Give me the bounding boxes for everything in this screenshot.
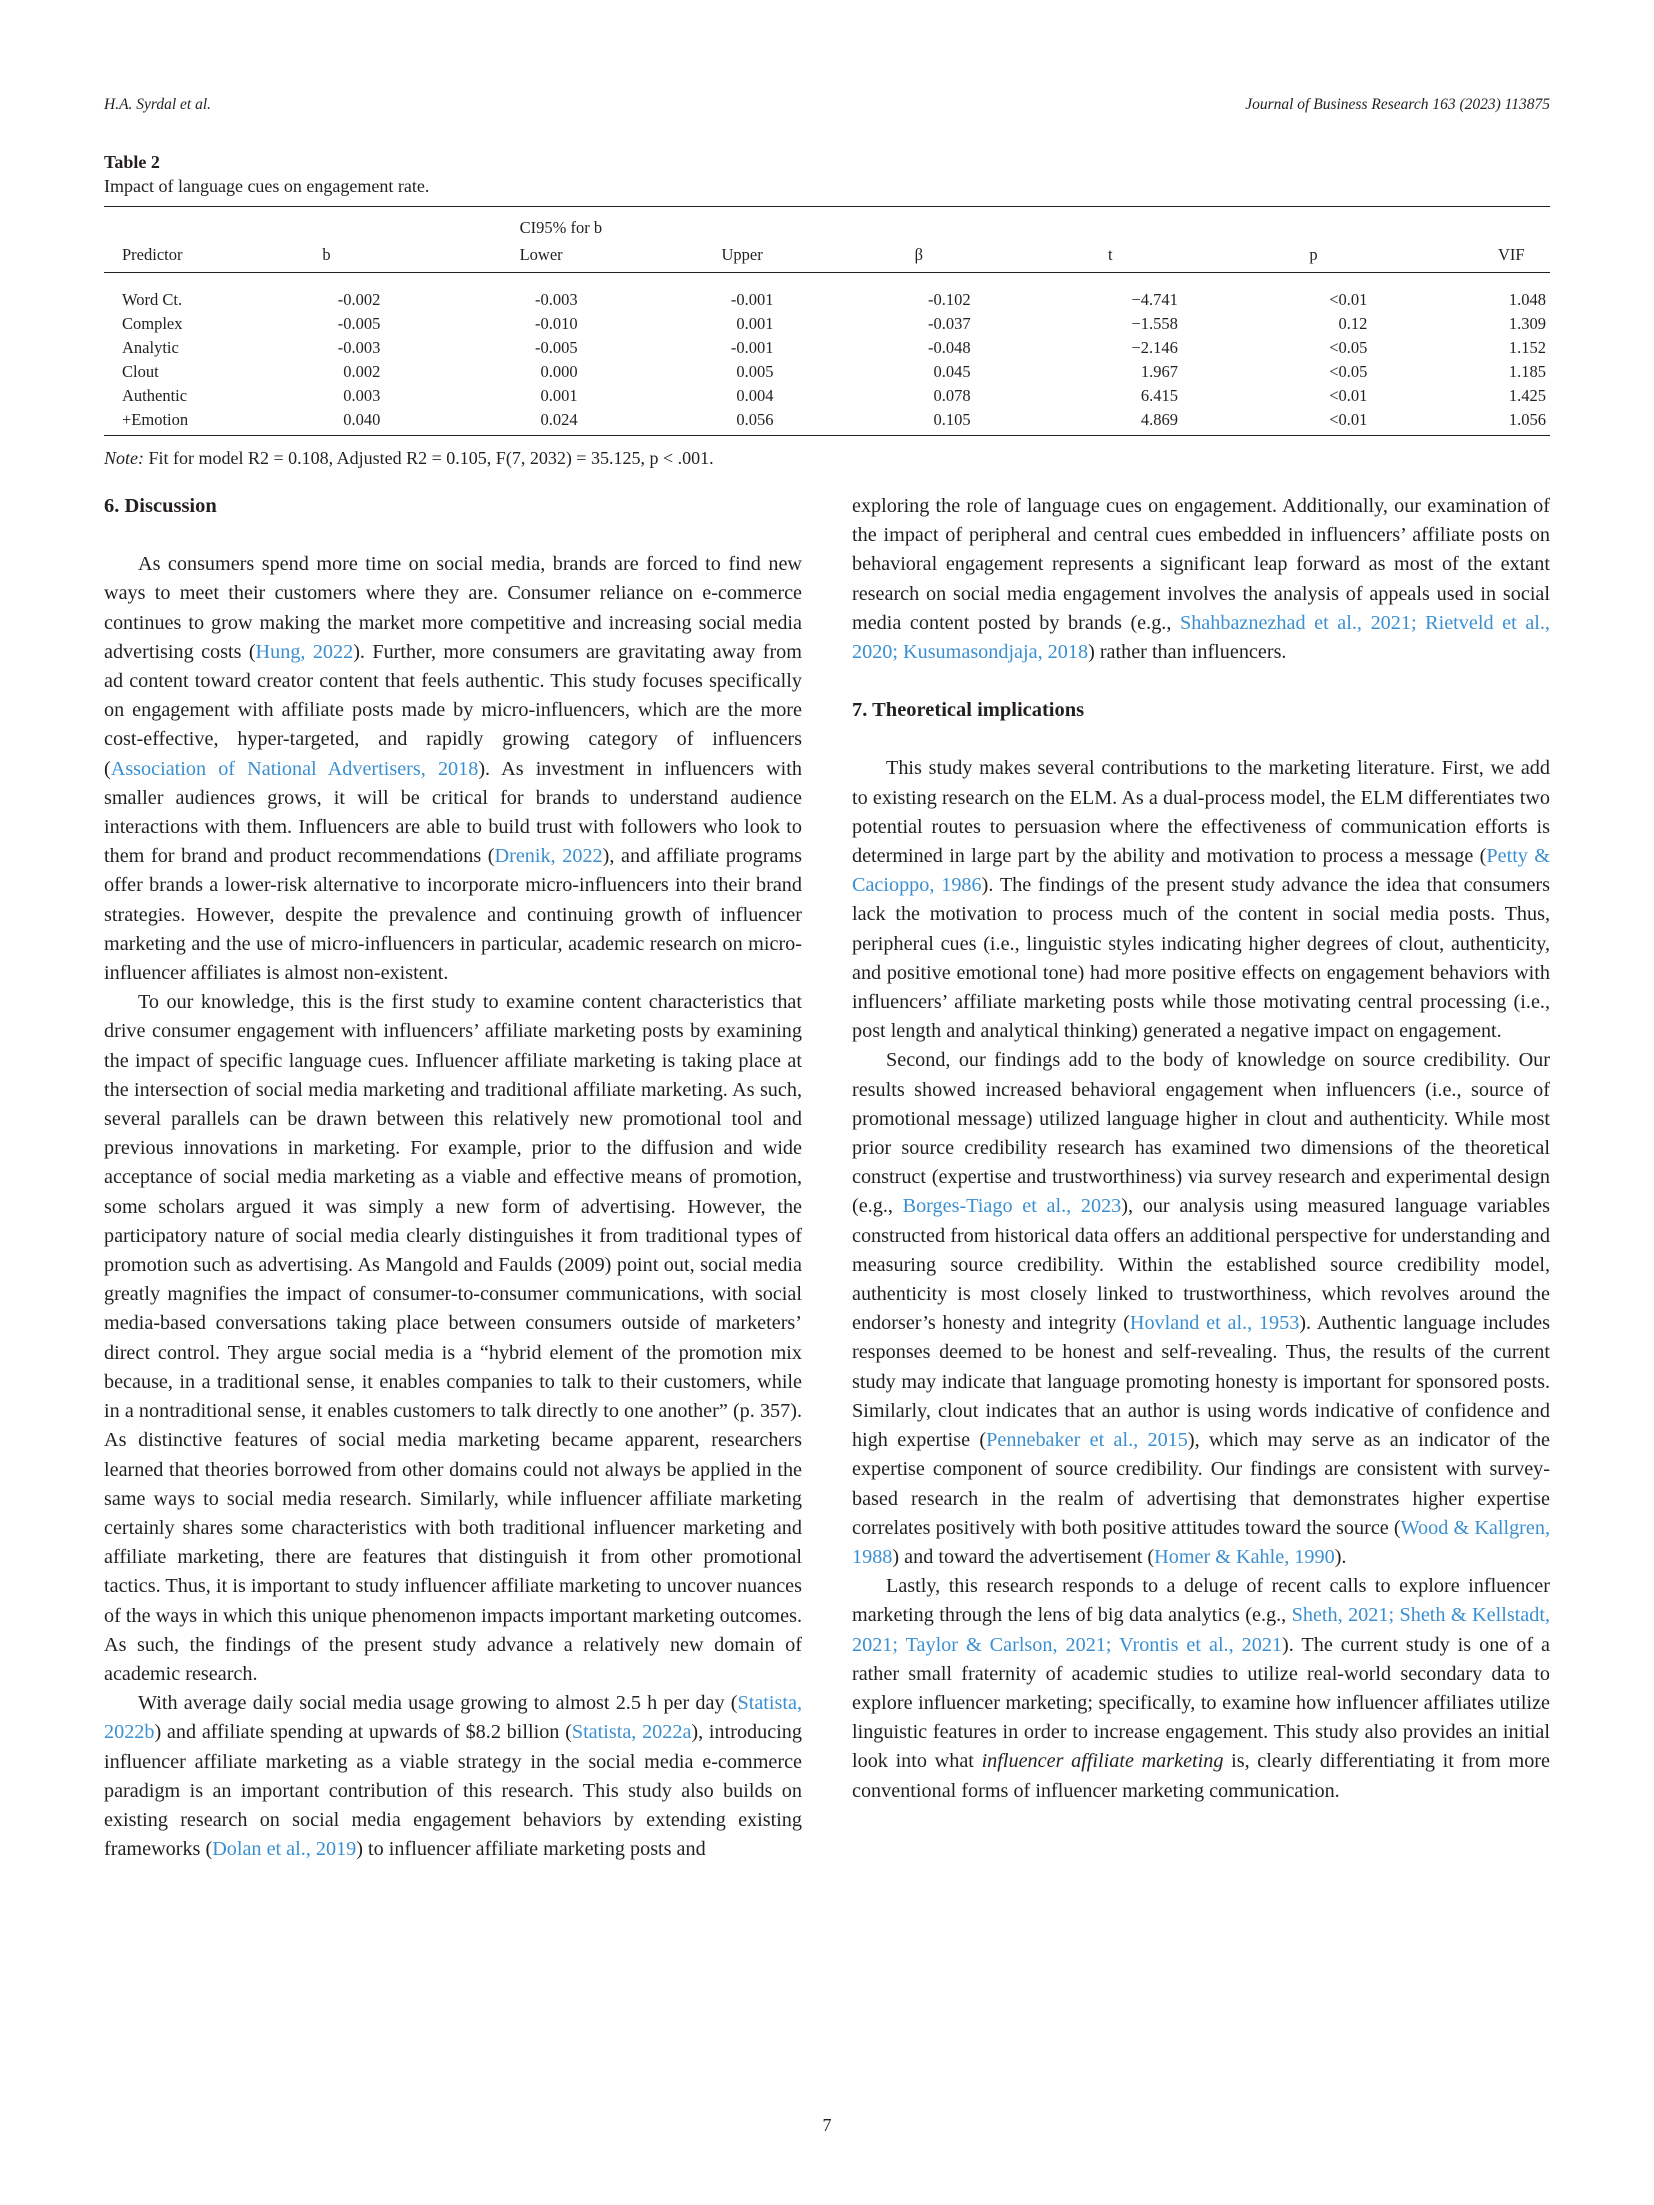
col-header: Lower [516, 240, 718, 273]
col-header: t [1104, 240, 1305, 273]
table-cell-lower: -0.010 [534, 313, 578, 333]
citation-link[interactable]: Hovland et al., 1953 [1129, 1312, 1300, 1335]
table-cell-vif: 1.048 [1508, 289, 1546, 309]
table-cell-beta: -0.102 [928, 289, 971, 309]
table-note-label: Note: [104, 447, 144, 468]
table-cell-b: -0.003 [337, 337, 381, 357]
left-column [104, 492, 802, 1864]
citation-link[interactable]: Dolan et al., 2019 [212, 1838, 357, 1861]
table-row [104, 272, 1550, 311]
page-number: 7 [822, 2115, 832, 2135]
table-cell-t: −2.146 [1131, 337, 1178, 357]
table-cell-vif: 1.185 [1508, 361, 1546, 381]
table-cell-t: 6.415 [1140, 385, 1178, 405]
running-header-authors: H.A. Syrdal et al. [104, 96, 212, 113]
paragraph: Lastly, this research responds to a deluge of recent calls to explore influencer marketing through the lens of big data analytics (e.g., Sheth, 2021; Sheth & Kellstadt, 2021; Taylor & Carlson, 2021; Vrontis et al., 2021). The current study is one of a rather small fraternity of academic studies to utilize real-world secondary data to explore influencer marketing; specifically, to examine how influencer affiliates utilize linguistic features in order to increase engagement. This study also provides an initial look into what influencer affiliate marketing is, clearly differentiating it from more conventional forms of influencer marketing communication. [852, 1575, 1550, 1802]
table-cell-p: <0.01 [1329, 385, 1368, 405]
table-cell-p: 0.12 [1338, 313, 1368, 333]
table-cell-t: 4.869 [1104, 407, 1305, 435]
table-cell-beta: 0.045 [933, 361, 971, 381]
table-cell-upper: 0.004 [736, 385, 774, 405]
table-cell-b: 0.003 [343, 385, 381, 405]
citation-link[interactable]: Sheth, 2021; Sheth & Kellstadt, 2021; Taylor & Carlson, 2021; Vrontis et al., 2021 [852, 1604, 1550, 1656]
table-cell-p: <0.05 [1329, 361, 1368, 381]
table-cell-b: 0.002 [343, 361, 381, 381]
table-cell-beta: -0.037 [928, 313, 971, 333]
citation-link[interactable]: Wood & Kallgren, 1988 [852, 1516, 1551, 1568]
section-heading-theoretical-implications: 7. Theoretical implications [852, 699, 1085, 722]
col-header: β [911, 240, 1104, 273]
table-cell-lower: -0.003 [534, 289, 578, 309]
table-cell-predictor: +Emotion [104, 407, 318, 435]
ci-group-header: CI95% for b [516, 207, 718, 240]
table-cell-p: <0.05 [1329, 337, 1368, 357]
table-2 [104, 150, 1550, 469]
citation-link[interactable]: Statista, 2022b [104, 1692, 802, 1744]
table-cell-predictor: Word Ct. [122, 289, 183, 309]
table-row [104, 335, 1550, 359]
table-title: Table 2 [104, 152, 160, 172]
table-note-text: Fit for model R2 = 0.108, Adjusted R2 = 0.105, F(7, 2032) = 35.125, p < .001. [144, 447, 714, 468]
table-cell-beta: -0.048 [928, 337, 971, 357]
table-cell-lower: 0.001 [540, 385, 578, 405]
col-header: Upper [718, 240, 911, 273]
citation-link[interactable]: Shahbaznezhad et al., 2021; Rietveld et al., 2020; Kusumasondjaja, 2018 [852, 611, 1550, 664]
running-header-journal: Journal of Business Research 163 (2023) 113875 [1245, 96, 1550, 113]
paragraph: With average daily social media usage growing to almost 2.5 h per day (Statista, 2022b) and affiliate spending at upwards of $8.2 billion (Statista, 2022a), introducing influencer affiliate marketing as a viable strategy in the social media e-commerce paradigm is an important contribution of this research. This study also builds on existing research on social media engagement behaviors by extending existing frameworks (Dolan et al., 2019) to influencer affiliate marketing posts and [104, 1692, 802, 1861]
table-cell-p: <0.01 [1329, 289, 1368, 309]
table-row [104, 383, 1550, 407]
table-cell-lower: 0.000 [540, 361, 578, 381]
table-cell-upper: -0.001 [730, 289, 774, 309]
citation-link[interactable]: Borges-Tiago et al., 2023 [902, 1195, 1122, 1218]
citation-link[interactable]: Hung, 2022 [255, 640, 354, 663]
citation-link[interactable]: Petty & Cacioppo, 1986 [852, 845, 1551, 897]
table-cell-t: −1.558 [1131, 313, 1178, 333]
table-cell-predictor: Complex [122, 313, 183, 333]
table-cell-upper: 0.056 [718, 407, 911, 435]
citation-link[interactable]: Homer & Kahle, 1990 [1154, 1545, 1335, 1568]
citation-link[interactable]: Drenik, 2022 [494, 845, 603, 868]
col-header: b [318, 240, 515, 273]
table-row [104, 407, 1550, 435]
table-cell-upper: -0.001 [730, 337, 774, 357]
col-header: Predictor [104, 240, 318, 273]
table-cell-vif: 1.056 [1494, 407, 1550, 435]
table-cell-predictor: Analytic [122, 337, 179, 357]
citation-link[interactable]: Statista, 2022a [571, 1721, 692, 1744]
table-cell-beta: 0.078 [933, 385, 971, 405]
table-row [104, 359, 1550, 383]
table-cell-upper: 0.005 [736, 361, 774, 381]
table-cell-b: -0.005 [337, 313, 381, 333]
table-cell-t: 1.967 [1140, 361, 1178, 381]
paragraph-continued: exploring the role of language cues on engagement. Additionally, our examination of the impact of peripheral and central cues embedded in influencers’ affiliate posts on behavioral engagement represents a significant leap forward as most of the extant research on social media engagement involves the analysis of appeals used in social media content posted by brands (e.g., Shahbaznezhad et al., 2021; Rietveld et al., 2020; Kusumasondjaja, 2018) rather than influencers. [852, 495, 1550, 664]
table-cell-vif: 1.309 [1508, 313, 1546, 333]
table-cell-predictor: Authentic [122, 385, 188, 405]
paragraph: As consumers spend more time on social media, brands are forced to find new ways to meet their customers where they are. Consumer reliance on e-commerce continues to grow making the market more competitive and increasing social media advertising costs (Hung, 2022). Further, more consumers are gravitating away from ad content toward creator content that feels authentic. This study focuses specifically on engagement with affiliate posts made by micro-influencers, which are the more cost-effective, hyper-targeted, and rapidly growing category of influencers (Association of National Advertisers, 2018). As investment in influencers with smaller audiences grows, it will be critical for brands to understand audience interactions with them. Influencers are able to build trust with followers who look to them for brand and product recommendations (Drenik, 2022), and affiliate programs offer brands a lower-risk alternative to incorporate micro-influencers into their brand strategies. However, despite the prevalence and continuing growth of influencer marketing and the use of micro-influencers in particular, academic research on micro-influencer affiliates is almost non-existent. [104, 553, 803, 985]
paragraph: This study makes several contributions to the marketing literature. First, we add to existing research on the ELM. As a dual-process model, the ELM differentiates two potential routes to persuasion where the effectiveness of communication efforts is determined in large part by the ability and motivation to process a message (Petty & Cacioppo, 1986). The findings of the present study advance the idea that consumers lack the motivation to process much of the content in social media posts. Thus, peripheral cues (i.e., linguistic styles indicating higher degrees of clout, authenticity, and positive emotional tone) had more positive effects on engagement behaviors with influencers’ affiliate marketing posts while those motivating central processing (i.e., post length and analytical thinking) generated a negative impact on engagement. [852, 757, 1551, 1043]
citation-link[interactable]: Pennebaker et al., 2015 [986, 1429, 1188, 1452]
citation-link[interactable]: Association of National Advertisers, 2018 [110, 757, 479, 780]
table-cell-lower: -0.005 [534, 337, 578, 357]
table-cell-vif: 1.152 [1508, 337, 1546, 357]
paragraph: Second, our findings add to the body of knowledge on source credibility. Our results showed increased behavioral engagement when influencers (i.e., source of promotional message) utilized language higher in clout and authenticity. While most prior source credibility research has examined two dimensions of the theoretical construct (expertise and trustworthiness) via survey research and experimental design (e.g., Borges-Tiago et al., 2023), our analysis using measured language variables constructed from historical data offers an additional perspective for understanding and measuring source credibility. Within the established source credibility model, authenticity is most closely linked to trustworthiness, which revolves around the endorser’s honesty and integrity (Hovland et al., 1953). Authentic language includes responses deemed to be honest and self-revealing. Thus, the results of the current study may indicate that language promoting honesty is important for sponsored posts. Similarly, clout indicates that an author is using words indicative of confidence and high expertise (Pennebaker et al., 2015), which may serve as an indicator of the expertise component of source credibility. Our findings are consistent with survey-based research in the realm of advertising that demonstrates higher expertise correlates positively with both positive attitudes toward the source (Wood & Kallgren, 1988) and toward the advertisement (Homer & Kahle, 1990). [852, 1049, 1551, 1568]
col-header: p [1305, 240, 1494, 273]
col-header: VIF [1494, 240, 1550, 273]
section-heading-discussion: 6. Discussion [104, 495, 217, 517]
table-caption: Impact of language cues on engagement rate. [104, 176, 430, 196]
table-cell-t: −4.741 [1131, 289, 1178, 309]
table-note [104, 448, 1550, 469]
table-cell-b: -0.002 [337, 289, 381, 309]
table-cell-b: 0.040 [318, 407, 515, 435]
table-cell-predictor: Clout [122, 361, 159, 381]
table-cell-vif: 1.425 [1508, 385, 1546, 405]
right-column [852, 492, 1550, 1806]
table-cell-p: <0.01 [1305, 407, 1494, 435]
table-cell-lower: 0.024 [516, 407, 718, 435]
table-cell-beta: 0.105 [911, 407, 1104, 435]
table-cell-upper: 0.001 [736, 313, 774, 333]
regression-table [104, 206, 1550, 436]
table-row [104, 311, 1550, 335]
paragraph: To our knowledge, this is the first study to examine content characteristics that drive consumer engagement with influencers’ affiliate marketing posts by examining the impact of specific language cues. Influencer affiliate marketing is taking place at the intersection of social media marketing and traditional affiliate marketing. As such, several parallels can be drawn between this relatively new promotional tool and previous innovations in marketing. For example, prior to the diffusion and wide acceptance of social media marketing as a viable and effective means of promotion, some scholars argued it was simply a new form of advertising. However, the participatory nature of social media clearly distinguishes it from traditional types of promotion such as advertising. As Mangold and Faulds (2009) point out, social media greatly magnifies the impact of consumer-to-consumer communications, with social media-based conversations taking place between consumers outside of marketers’ direct control. They argue social media is a “hybrid element of the promotion mix because, in a traditional sense, it enables companies to talk to their customers, while in a nontraditional sense, it enables customers to talk directly to one another” (p. 357). As distinctive features of social media marketing became apparent, researchers learned that theories borrowed from other domains could not always be applied in the same ways to social media research. Similarly, while influencer affiliate marketing certainly shares some characteristics with both traditional influencer marketing and affiliate marketing, there are features that distinguish it from other promotional tactics. Thus, it is important to study influencer affiliate marketing to uncover nuances of the ways in which this unique phenomenon impacts important marketing outcomes. As such, the findings of the present study advance a relatively new domain of academic research. [104, 991, 802, 1685]
